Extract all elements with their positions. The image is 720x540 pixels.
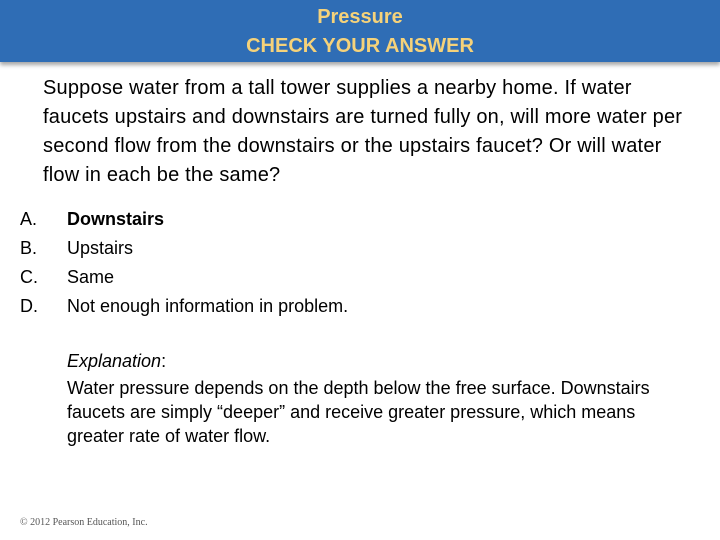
explanation-block [67,349,667,448]
copyright-notice: © 2012 Pearson Education, Inc. [20,517,148,528]
choice-b [20,234,640,263]
choice-a [20,205,640,234]
explanation-label: Explanation [67,351,162,371]
explanation-text: Water pressure depends on the depth below the free surface. Downstairs faucets are simply “deeper” and receive greater pressure, which means greater rate of water flow. [67,378,650,446]
question-text: Suppose water from a tall tower supplies a nearby home. If water faucets upstairs and downstairs are turned fully on, will more water per second flow from the downstairs or the upstairs faucet? Or will water flow in each be the same? [43,77,683,186]
choice-text: Not enough information in problem. [67,296,349,316]
slide-subtitle: CHECK YOUR ANSWER [246,35,474,57]
choice-letter: A. [20,209,38,229]
slide-title: Pressure [317,6,403,28]
answer-choices [20,205,640,321]
choice-d [20,292,640,321]
choice-text: Upstairs [67,238,134,258]
explanation-colon: : [161,351,167,371]
slide-header [0,0,720,62]
choice-letter: B. [20,238,38,258]
choice-text: Downstairs [67,209,165,229]
choice-c [20,263,640,292]
choice-letter: C. [20,267,38,287]
choice-text: Same [67,267,115,287]
explanation-heading [67,349,667,373]
choice-letter: D. [20,296,38,316]
